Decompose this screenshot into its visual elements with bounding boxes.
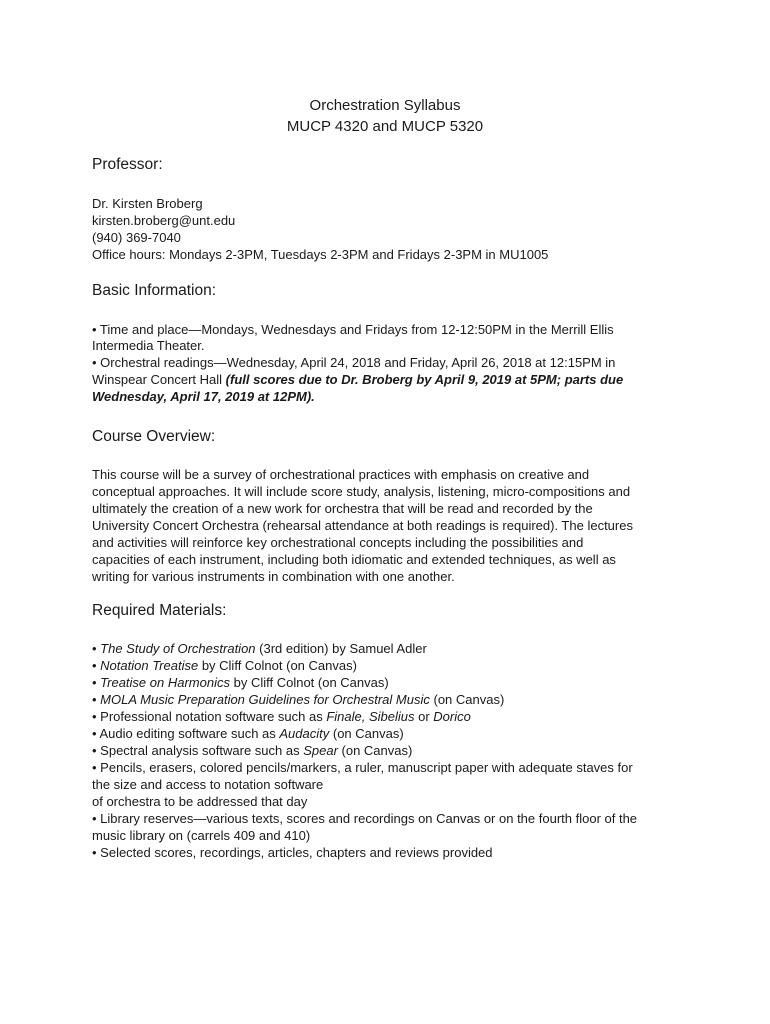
- material-text: (on Canvas): [329, 726, 404, 741]
- material-item: • Selected scores, recordings, articles, chapters and reviews provided: [92, 845, 493, 860]
- software-name: Audacity: [279, 726, 330, 741]
- overview-line: ultimately the creation of a new work for orchestra that will be read and recorded by the: [92, 501, 593, 516]
- bullet: •: [92, 675, 101, 690]
- materials-heading: Required Materials:: [92, 602, 227, 619]
- software-name: Dorico: [433, 709, 471, 724]
- material-item-cont: of orchestra to be addressed that day: [92, 794, 308, 809]
- course-codes: MUCP 4320 and MUCP 5320: [286, 118, 484, 135]
- professor-name: Dr. Kirsten Broberg: [92, 196, 203, 211]
- bullet: •: [92, 641, 101, 656]
- parts-deadline: Wednesday, April 17, 2019 at 12PM).: [92, 389, 315, 404]
- basic-info-heading: Basic Information:: [92, 282, 217, 299]
- material-text: • Audio editing software such as: [92, 726, 280, 741]
- book-details: (on Canvas): [429, 692, 505, 707]
- book-title: Treatise on Harmonics: [100, 675, 230, 690]
- overview-line: capacities of each instrument, including both idiomatic and extended techniques, as well as: [92, 552, 616, 567]
- scores-deadline: (full scores due to Dr. Broberg by April 9, 2019 at 5PM; parts due: [225, 372, 624, 387]
- material-item: • Pencils, erasers, colored pencils/markers, a ruler, manuscript paper with adequate staves for: [92, 760, 633, 775]
- book-details: by Cliff Colnot (on Canvas): [198, 658, 357, 673]
- bullet: •: [92, 692, 101, 707]
- readings-line1: • Orchestral readings—Wednesday, April 24, 2018 and Friday, April 26, 2018 at 12:15PM in: [92, 355, 616, 370]
- readings-line2: [92, 371, 692, 388]
- material-item: [92, 742, 692, 759]
- material-text: • Spectral analysis software such as: [92, 743, 304, 758]
- office-hours: Office hours: Mondays 2-3PM, Tuesdays 2-3PM and Fridays 2-3PM in MU1005: [92, 247, 549, 262]
- book-title: Notation Treatise: [100, 658, 199, 673]
- material-text: (on Canvas): [337, 743, 413, 758]
- overview-line: and activities will reinforce key orchestrational concepts including the possibilities and: [92, 535, 584, 550]
- professor-email: kirsten.broberg@unt.edu: [92, 213, 236, 228]
- material-item: [92, 674, 692, 691]
- material-item: [92, 691, 692, 708]
- professor-heading: Professor:: [92, 156, 163, 173]
- time-place-line1: • Time and place—Mondays, Wednesdays and Fridays from 12-12:50PM in the Merrill Ellis: [92, 322, 614, 337]
- overview-line: writing for various instruments in combination with one another.: [92, 569, 455, 584]
- material-item: • Library reserves—various texts, scores and recordings on Canvas or on the fourth floor of the: [92, 811, 638, 826]
- overview-line: conceptual approaches. It will include score study, analysis, listening, micro-compositions and: [92, 484, 631, 499]
- material-item: [92, 708, 692, 725]
- professor-phone: (940) 369-7040: [92, 230, 181, 245]
- book-title: The Study of Orchestration: [100, 641, 256, 656]
- material-item: [92, 657, 692, 674]
- bullet: •: [92, 658, 101, 673]
- overview-line: University Concert Orchestra (rehearsal attendance at both readings is required). The lectures: [92, 518, 633, 533]
- document-title: Orchestration Syllabus: [309, 97, 461, 114]
- time-place-line2: Intermedia Theater.: [92, 338, 205, 353]
- material-item: [92, 640, 692, 657]
- material-item-cont: the size and access to notation software: [92, 777, 324, 792]
- readings-venue: Winspear Concert Hall: [92, 372, 226, 387]
- material-text: or: [414, 709, 434, 724]
- overview-heading: Course Overview:: [92, 428, 216, 445]
- overview-line: This course will be a survey of orchestrational practices with emphasis on creative and: [92, 467, 590, 482]
- software-name: Spear: [303, 743, 338, 758]
- material-item: [92, 725, 692, 742]
- software-name: Finale, Sibelius: [326, 709, 415, 724]
- book-details: (3rd edition) by Samuel Adler: [255, 641, 427, 656]
- material-text: • Professional notation software such as: [92, 709, 327, 724]
- book-title: MOLA Music Preparation Guidelines for Orchestral Music: [100, 692, 430, 707]
- book-details: by Cliff Colnot (on Canvas): [229, 675, 389, 690]
- material-item-cont: music library on (carrels 409 and 410): [92, 828, 311, 843]
